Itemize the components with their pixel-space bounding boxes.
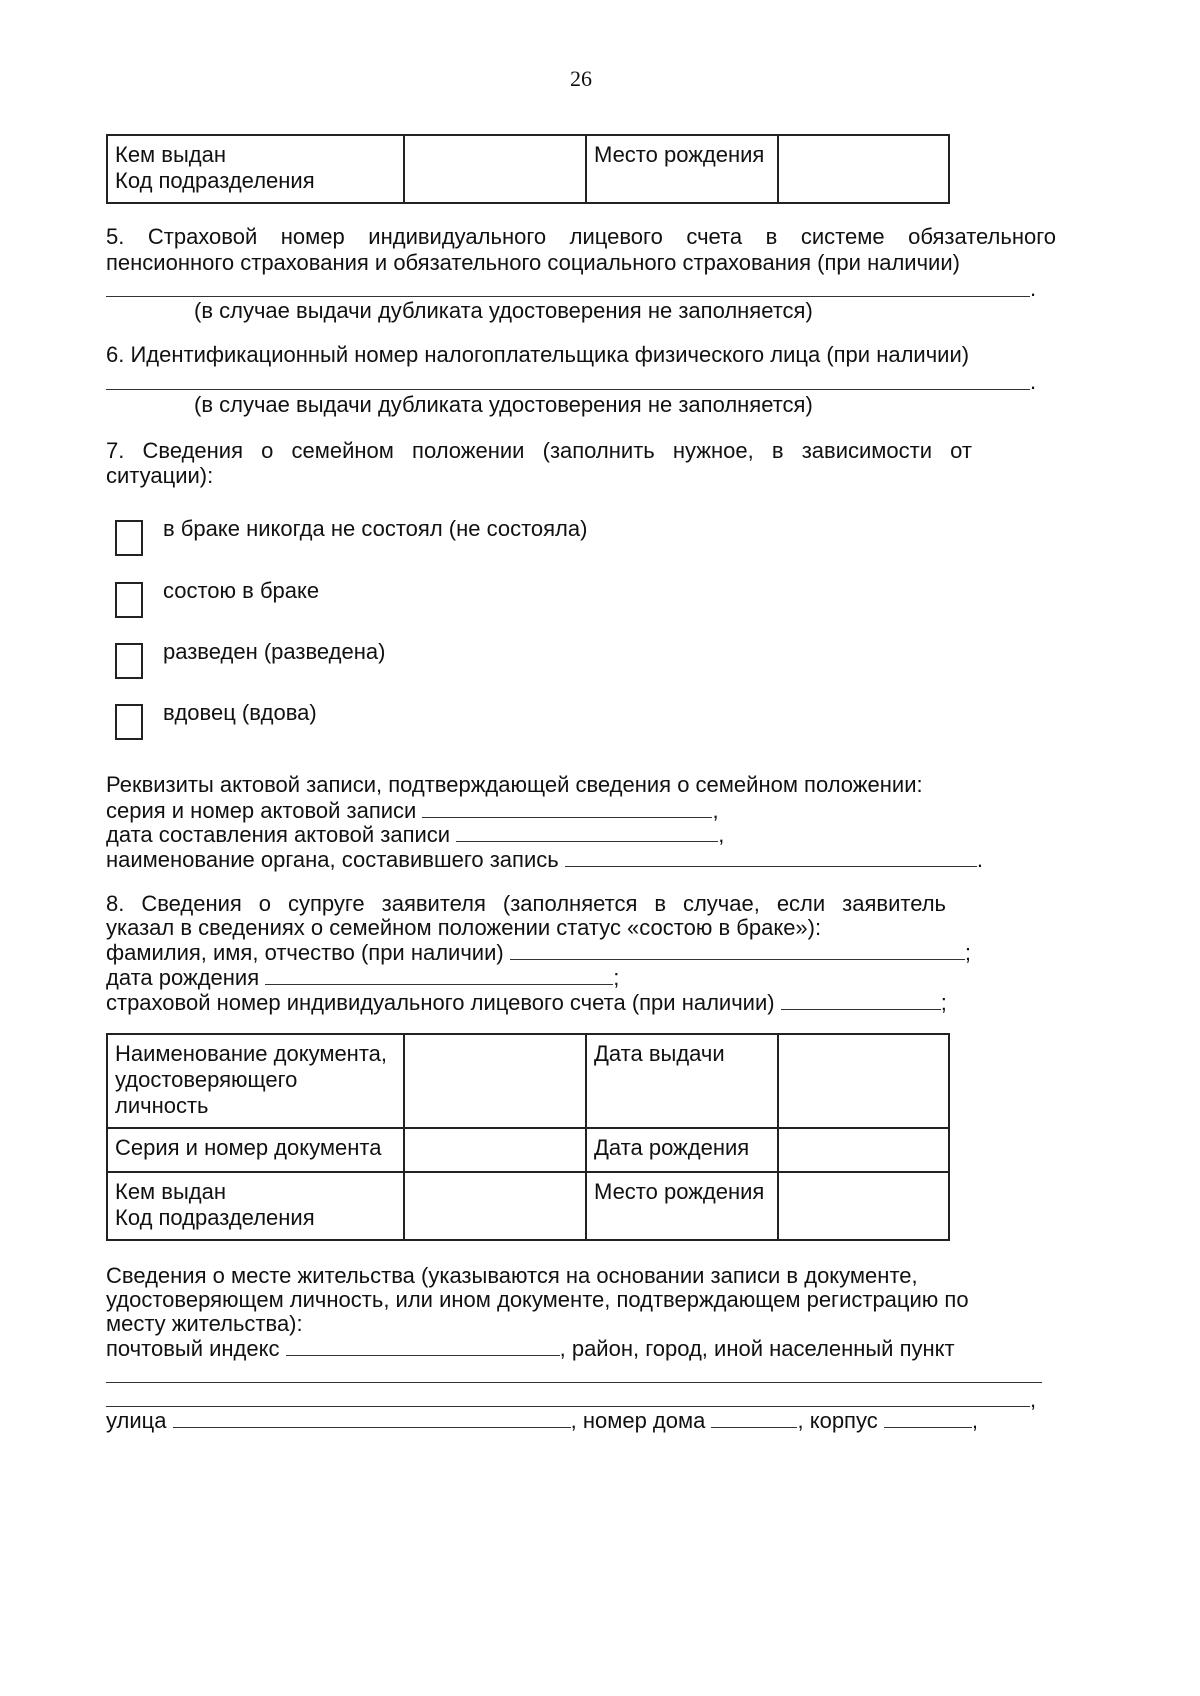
res-line2: удостоверяющем личность, или ином документе, подтверждающем регистрацию по: [106, 1287, 969, 1312]
act-organ-row: [106, 846, 983, 873]
s8-snils-row: [106, 989, 947, 1016]
checkbox-married[interactable]: [115, 582, 143, 618]
doc-name-value[interactable]: [404, 1034, 586, 1128]
birth-date-value[interactable]: [778, 1128, 949, 1172]
s6-fill-line[interactable]: [106, 389, 1030, 390]
option-married: состою в браке: [163, 578, 320, 603]
act-title: Реквизиты актовой записи, подтверждающей сведения о семейном положении:: [106, 772, 923, 797]
s5-end: .: [1030, 276, 1037, 301]
s7-line1: 7. Сведения о семейном положении (заполнить нужное, в зависимости от: [106, 438, 972, 463]
division-code-label: Код подразделения: [115, 168, 315, 193]
s6-line1: 6. Идентификационный номер налогоплательщика физического лица (при наличии): [106, 342, 970, 367]
s8-birth-field[interactable]: [265, 964, 613, 985]
postal-label: почтовый индекс: [106, 1336, 280, 1361]
checkbox-divorced[interactable]: [115, 643, 143, 679]
birth-place-value-2[interactable]: [778, 1172, 949, 1240]
option-divorced: разведен (разведена): [163, 639, 386, 664]
division-code-label-2: Код подразделения: [115, 1205, 315, 1230]
s8-fio-semi: ;: [964, 940, 971, 965]
s8-snils-label: страховой номер индивидуального лицевого счета (при наличии): [106, 990, 775, 1015]
s8-line2: указал в сведениях о семейном положении статус «состою в браке»):: [106, 915, 822, 940]
s5-line1: 5. Страховой номер индивидуального лицевого счета в системе обязательного: [106, 224, 1056, 249]
issued-by-value[interactable]: [404, 135, 586, 203]
s5-line2: пенсионного страхования и обязательного социального страхования (при наличии): [106, 250, 960, 275]
checkbox-never-married[interactable]: [115, 520, 143, 556]
issued-by-cell-2: [107, 1172, 404, 1240]
series-number-value[interactable]: [404, 1128, 586, 1172]
s8-fio-field[interactable]: [510, 939, 965, 960]
res-postal-row: [106, 1335, 955, 1362]
s8-birth-label: дата рождения: [106, 965, 260, 990]
act-date-comma: ,: [718, 822, 725, 847]
doc-name-label: Наименование документа, удостоверяющего личность: [107, 1034, 404, 1128]
s8-fio-label: фамилия, имя, отчество (при наличии): [106, 940, 504, 965]
act-date-label: дата составления актовой записи: [106, 822, 451, 847]
act-series-field[interactable]: [422, 797, 712, 818]
res-street-row: [106, 1407, 978, 1434]
checkbox-widowed[interactable]: [115, 704, 143, 740]
birth-place-label-2: Место рождения: [586, 1172, 778, 1240]
s8-fio-row: [106, 939, 971, 966]
house-label: , номер дома: [570, 1408, 706, 1433]
street-label: улица: [106, 1408, 167, 1433]
locality-comma: ,: [1030, 1387, 1037, 1412]
option-never-married: в браке никогда не состоял (не состояла): [163, 516, 588, 541]
s8-snils-semi: ;: [940, 990, 947, 1015]
s7-line2: ситуации):: [106, 463, 214, 488]
act-organ-label: наименование органа, составившего запись: [106, 847, 559, 872]
res-line3: месту жительства):: [106, 1311, 303, 1336]
identity-table-spouse: [106, 1033, 950, 1241]
s5-note: (в случае выдачи дубликата удостоверения не заполняется): [194, 298, 813, 323]
res-line1: Сведения о месте жительства (указываются на основании записи в документе,: [106, 1263, 918, 1288]
s8-line1: 8. Сведения о супруге заявителя (заполняется в случае, если заявитель: [106, 891, 946, 916]
postal-field[interactable]: [286, 1335, 560, 1356]
birth-date-label: Дата рождения: [586, 1128, 778, 1172]
issued-by-value-2[interactable]: [404, 1172, 586, 1240]
building-comma: ,: [971, 1408, 978, 1433]
street-field[interactable]: [173, 1407, 571, 1428]
s8-snils-field[interactable]: [781, 989, 941, 1010]
page-number: 26: [570, 66, 592, 91]
identity-table-top: [106, 134, 950, 204]
series-number-label: Серия и номер документа: [107, 1128, 404, 1172]
building-label: , корпус: [797, 1408, 878, 1433]
issue-date-value[interactable]: [778, 1034, 949, 1128]
act-date-field[interactable]: [456, 821, 718, 842]
s6-note: (в случае выдачи дубликата удостоверения не заполняется): [194, 392, 813, 417]
house-field[interactable]: [711, 1407, 797, 1428]
act-series-row: [106, 797, 719, 824]
act-organ-end: .: [976, 847, 983, 872]
issued-by-cell: [107, 135, 404, 203]
birth-place-value[interactable]: [778, 135, 949, 203]
issued-by-label-2: Кем выдан: [115, 1179, 227, 1204]
s6-end: .: [1030, 369, 1037, 394]
option-widowed: вдовец (вдова): [163, 700, 317, 725]
building-field[interactable]: [884, 1407, 972, 1428]
s5-fill-line[interactable]: [106, 296, 1030, 297]
locality-line-1[interactable]: [106, 1382, 1042, 1383]
act-organ-field[interactable]: [565, 846, 977, 867]
act-series-comma: ,: [712, 798, 719, 823]
s8-birth-semi: ;: [613, 965, 620, 990]
s8-birth-row: [106, 964, 619, 991]
issued-by-label: Кем выдан: [115, 142, 227, 167]
act-date-row: [106, 821, 724, 848]
birth-place-label: Место рождения: [586, 135, 778, 203]
act-series-label: серия и номер актовой записи: [106, 798, 417, 823]
district-label: , район, город, иной населенный пункт: [559, 1336, 955, 1361]
issue-date-label: Дата выдачи: [586, 1034, 778, 1128]
